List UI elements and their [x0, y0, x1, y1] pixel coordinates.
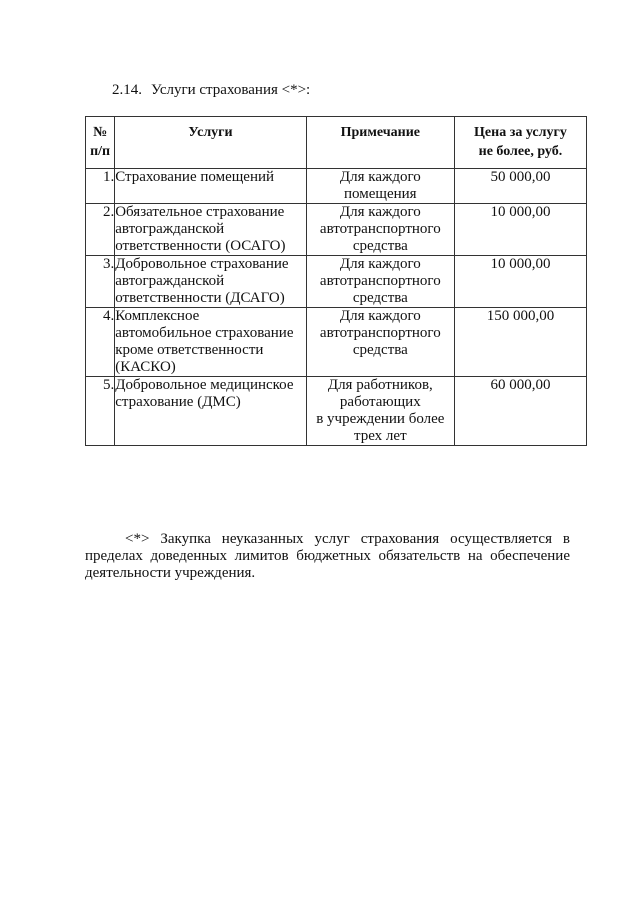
table-header-row — [86, 117, 587, 169]
service-price: 50 000,00 — [454, 169, 586, 204]
table-row — [86, 169, 587, 204]
table-row — [86, 308, 587, 377]
service-name: Страхование помещений — [115, 169, 307, 204]
table-row — [86, 256, 587, 308]
row-number: 5. — [86, 377, 115, 446]
header-num: № п/п — [86, 117, 115, 169]
service-note: Для каждого автотранспортного средства — [306, 256, 454, 308]
footnote: <*> Закупка неуказанных услуг страхования осуществляется в пределах доведенных лимитов бюджетных обязательств на обеспечение деятельности учреждения. — [85, 531, 570, 581]
row-number: 1. — [86, 169, 115, 204]
header-service: Услуги — [115, 117, 307, 169]
service-price: 60 000,00 — [454, 377, 586, 446]
service-price: 150 000,00 — [454, 308, 586, 377]
service-note: Для каждого автотранспортного средства — [306, 204, 454, 256]
service-name: Комплексное автомобильное страхование кроме ответственности (КАСКО) — [115, 308, 307, 377]
row-number: 4. — [86, 308, 115, 377]
section-number: 2.14. — [112, 82, 142, 98]
section-title: Услуги страхования <*>: — [151, 82, 311, 98]
section-heading — [112, 80, 310, 100]
row-number: 2. — [86, 204, 115, 256]
service-name: Добровольное страхование автогражданской ответственности (ДСАГО) — [115, 256, 307, 308]
service-note: Для каждого помещения — [306, 169, 454, 204]
service-name: Добровольное медицинское страхование (ДМС) — [115, 377, 307, 446]
table-row — [86, 377, 587, 446]
table-row — [86, 204, 587, 256]
service-note: Для каждого автотранспортного средства — [306, 308, 454, 377]
service-name: Обязательное страхование автогражданской ответственности (ОСАГО) — [115, 204, 307, 256]
service-price: 10 000,00 — [454, 256, 586, 308]
row-number: 3. — [86, 256, 115, 308]
service-note: Для работников, работающих в учреждении более трех лет — [306, 377, 454, 446]
service-price: 10 000,00 — [454, 204, 586, 256]
services-table — [85, 116, 587, 446]
header-note: Примечание — [306, 117, 454, 169]
header-price: Цена за услугу не более, руб. — [454, 117, 586, 169]
